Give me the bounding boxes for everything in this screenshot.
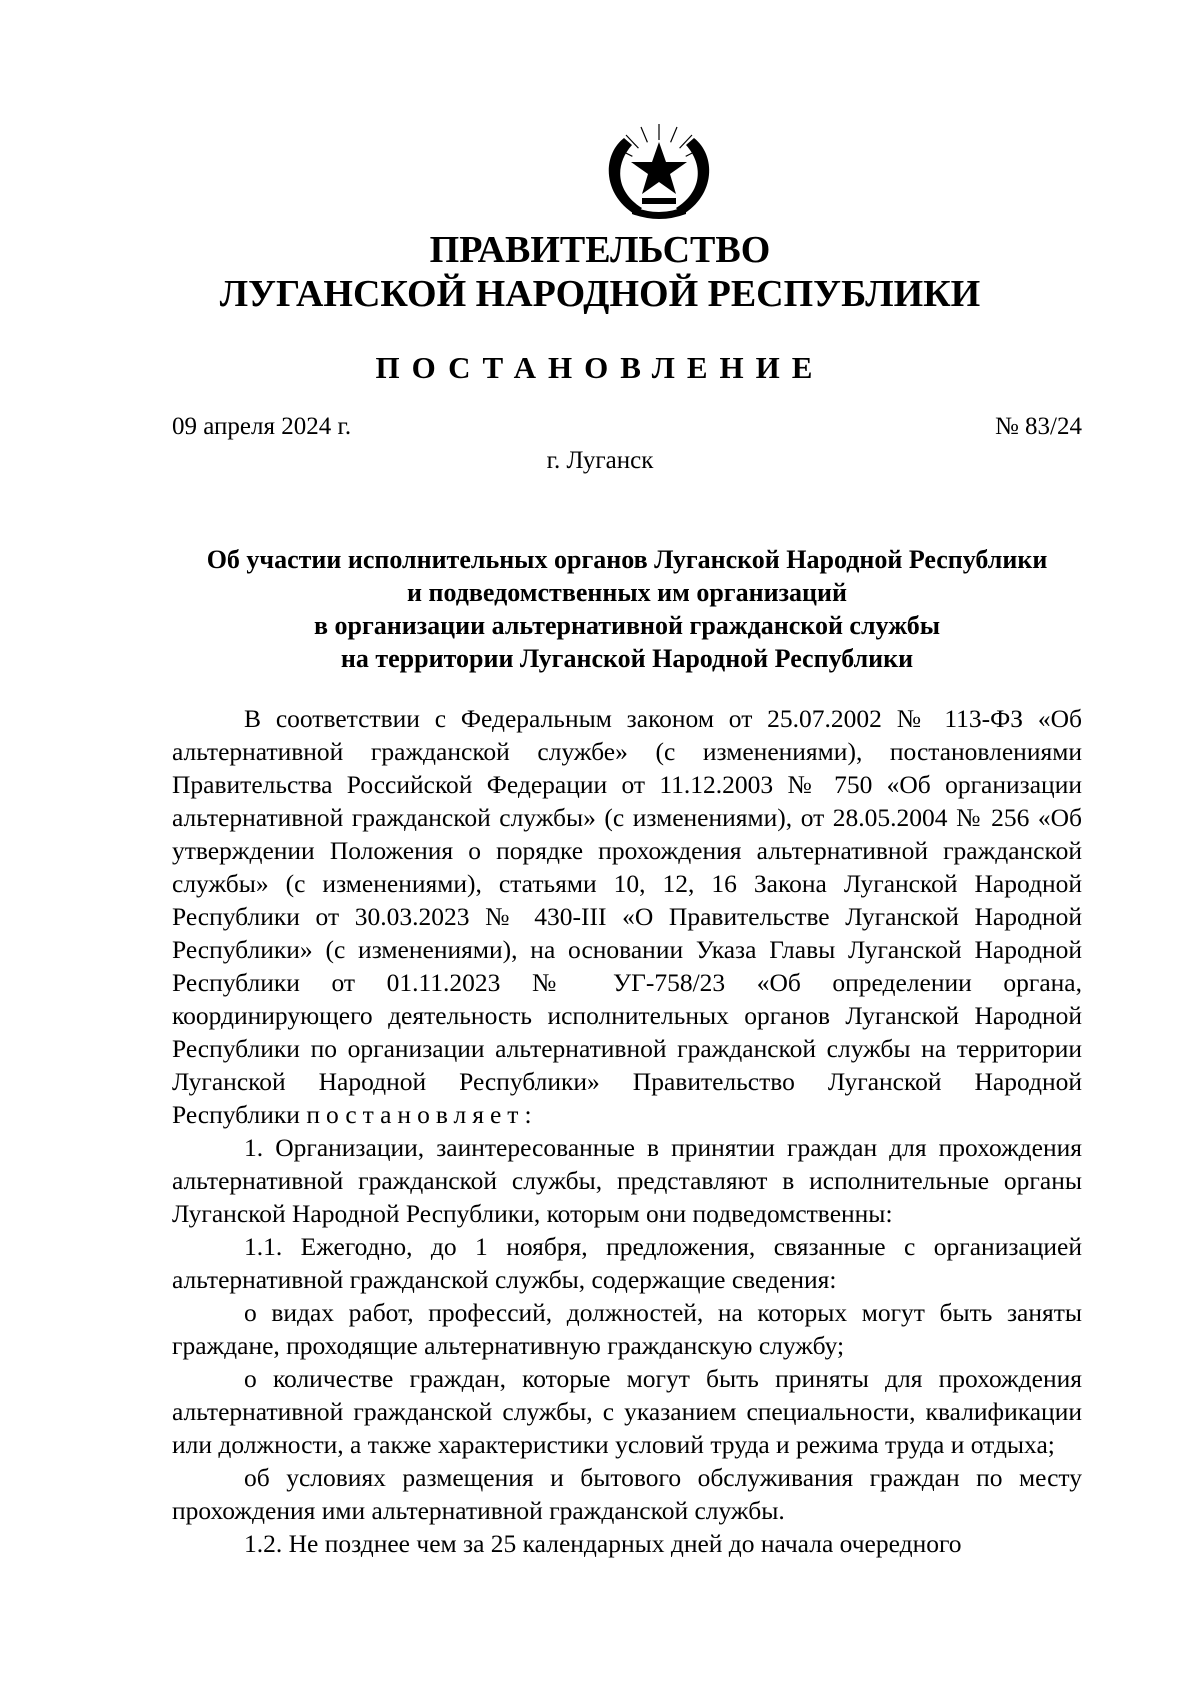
- subject-line: и подведомственных им организаций: [407, 578, 847, 607]
- subject-line: на территории Луганской Народной Республики: [340, 644, 914, 673]
- document-date: 09 апреля 2024 г.: [172, 413, 352, 440]
- document-subject: [172, 543, 1082, 675]
- government-name-line2: ЛУГАНСКОЙ НАРОДНОЙ РЕСПУБЛИКИ: [219, 273, 981, 315]
- body-paragraph: о количестве граждан, которые могут быть приняты для прохождения альтернативной гражданской службы, с указанием специальности, квалификации или должности, а также характеристики условий труда и режима труда и отдыха;: [172, 1364, 1082, 1459]
- body-paragraph: 1. Организации, заинтересованные в принятии граждан для прохождения альтернативной гражданской службы, представляют в исполнительные органы Луганской Народной Республики, которым они подведомственны:: [172, 1133, 1082, 1228]
- preamble-text: В соответствии с Федеральным законом от 25.07.2002 № 113-ФЗ «Об альтернативной гражданской службе» (с изменениями), постановлениями Правительства Российской Федерации от 11.12.2003 № 750 «Об организации альтернативной гражданской службы» (с изменениями), от 28.05.2004 № 256 «Об утверждении Положения о порядке прохождения альтернативной гражданской службы» (с изменениями), статьями 10, 12, 16 Закона Луганской Народной Республики от 30.03.2023 № 430-III «О Правительстве Луганской Народной Республики» (с изменениями), на основании Указа Главы Луганской Народной Республики от 01.11.2023 № УГ-758/23 «Об определении органа, координирующего деятельность исполнительных органов Луганской Народной Республики по организации альтернативной гражданской службы на территории Луганской Народной Республики» Правительство Луганской Народной Республики: [172, 704, 1082, 1129]
- body-paragraph: об условиях размещения и бытового обслуживания граждан по месту прохождения ими альтернативной гражданской службы.: [172, 1463, 1082, 1525]
- document-type: ПОСТАНОВЛЕНИЕ: [375, 350, 825, 385]
- body-paragraph: 1.2. Не позднее чем за 25 календарных дней до начала очередного: [244, 1529, 962, 1558]
- preamble-paragraph: [172, 702, 1082, 1131]
- subject-line: Об участии исполнительных органов Луганской Народной Республики: [206, 545, 1048, 574]
- document-body: [172, 702, 1082, 1560]
- body-paragraph: 1.1. Ежегодно, до 1 ноября, предложения, связанные с организацией альтернативной гражданской службы, содержащие сведения:: [172, 1232, 1082, 1294]
- coat-of-arms-emblem: [594, 120, 724, 225]
- government-name-line1: ПРАВИТЕЛЬСТВО: [429, 229, 771, 271]
- document-number: № 83/24: [994, 413, 1082, 440]
- subject-line: в организации альтернативной гражданской службы: [313, 611, 941, 640]
- body-paragraph: о видах работ, профессий, должностей, на которых могут быть заняты граждане, проходящие альтернативную гражданскую службу;: [172, 1298, 1082, 1360]
- resolves-word: постановляет:: [306, 1100, 538, 1129]
- document-city: г. Луганск: [546, 447, 654, 474]
